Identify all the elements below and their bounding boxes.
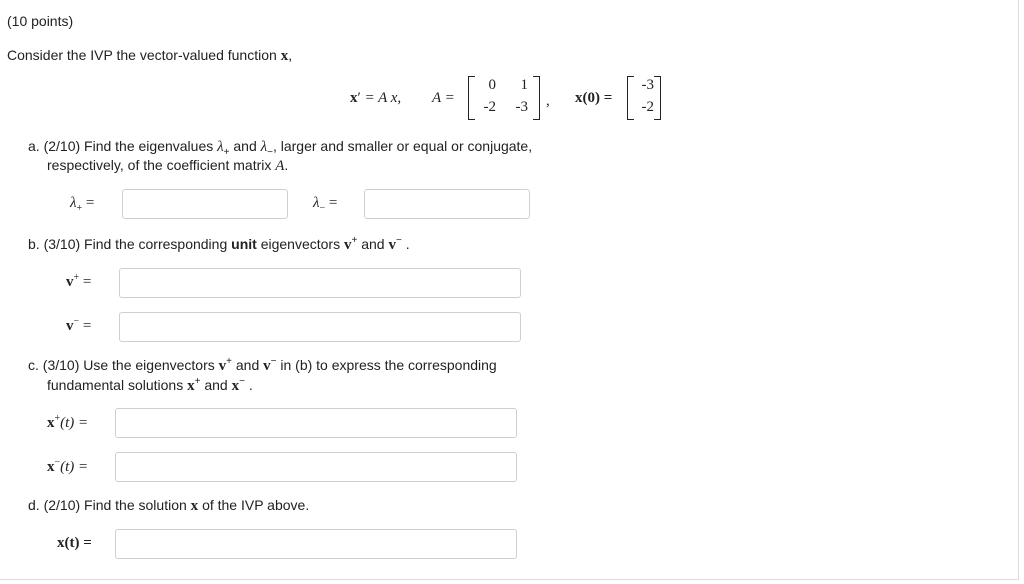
ic-right-bracket xyxy=(654,76,661,120)
v-plus-label-symbol: v xyxy=(66,274,74,290)
x-solution-input[interactable] xyxy=(115,529,517,559)
v-plus-symbol: v xyxy=(343,237,352,253)
ic-cell: -2 xyxy=(641,99,654,115)
lambda-minus-label-eq: = xyxy=(328,195,338,211)
c-x-minus-symbol: x xyxy=(231,378,240,394)
lambda-plus-label-symbol: λ xyxy=(70,195,77,211)
matrix-cell: -3 xyxy=(515,99,528,115)
lambda-minus-input[interactable] xyxy=(364,189,530,219)
v-plus-sup: + xyxy=(351,235,358,246)
v-minus-label-sup: − xyxy=(73,316,80,327)
intro-text xyxy=(7,46,292,65)
v-plus-label xyxy=(66,274,91,291)
ic-label-text: x(0) = xyxy=(575,90,613,106)
v-minus-symbol: v xyxy=(388,237,396,253)
part-d-text1: (2/10) Find the solution xyxy=(43,497,187,513)
ic-label xyxy=(575,90,612,107)
c-x-plus-symbol: x xyxy=(187,378,195,394)
v-minus-label-eq: = xyxy=(82,318,92,334)
d-x-symbol: x xyxy=(190,498,199,514)
x-plus-label-arg: (t) = xyxy=(60,415,89,431)
part-d-prefix: d. xyxy=(28,497,40,513)
part-a-text3: respectively, of the coefficient matrix xyxy=(47,157,272,173)
part-a-line1 xyxy=(28,137,532,156)
part-b-and: and xyxy=(361,236,385,252)
part-c-text3: fundamental solutions xyxy=(47,377,184,393)
part-d-line1 xyxy=(28,496,309,515)
part-a-and: and xyxy=(233,138,257,154)
x-plus-input[interactable] xyxy=(115,408,517,438)
intro-var: x xyxy=(280,48,289,64)
part-a-line2 xyxy=(47,156,288,175)
lambda-plus-symbol: λ xyxy=(217,139,224,155)
part-b-line1 xyxy=(28,235,410,254)
v-plus-label-sup: + xyxy=(73,272,80,283)
equation-separator: , xyxy=(546,93,550,109)
lambda-plus-label xyxy=(70,195,94,212)
part-c-prefix: c. xyxy=(28,357,39,373)
part-c-and2: and xyxy=(204,377,228,393)
ode-lhs-var: x xyxy=(350,90,358,106)
intro-sentence: Consider the IVP the vector-valued function xyxy=(7,47,277,63)
matrix-cell: 0 xyxy=(488,77,496,93)
lambda-plus-label-eq: = xyxy=(85,195,95,211)
lambda-plus-label-sub: + xyxy=(76,203,83,214)
part-b-period: . xyxy=(405,236,410,252)
v-minus-label-symbol: v xyxy=(66,318,74,334)
ic-cell: -3 xyxy=(641,77,654,93)
matrix-cell: 1 xyxy=(520,77,528,93)
matrix-label: A = xyxy=(432,90,455,106)
x-minus-label-symbol: x xyxy=(47,459,55,475)
v-plus-input[interactable] xyxy=(119,268,521,298)
part-b-unit: unit xyxy=(231,236,257,252)
part-a-text1: (2/10) Find the eigenvalues xyxy=(43,138,214,154)
part-c-line2 xyxy=(47,376,253,395)
lambda-plus-input[interactable] xyxy=(122,189,288,219)
c-v-plus-symbol: v xyxy=(218,358,227,374)
matrix-cell: -2 xyxy=(483,99,496,115)
ode-prime: ′ xyxy=(357,90,361,106)
lambda-minus-sub: − xyxy=(267,146,273,158)
v-minus-input[interactable] xyxy=(119,312,521,342)
x-minus-label-sup: − xyxy=(54,457,61,468)
x-plus-label-sup: + xyxy=(54,413,61,424)
lambda-minus-label-symbol: λ xyxy=(313,195,320,211)
lambda-minus-label-sub: − xyxy=(319,203,326,214)
ode-equation xyxy=(350,90,401,107)
part-c-and: and xyxy=(235,357,260,373)
ode-rhs: = A x, xyxy=(364,90,402,106)
part-c-text2: in (b) to express the corresponding xyxy=(280,357,497,373)
part-d-text2: of the IVP above. xyxy=(202,497,310,513)
x-solution-label-text: x(t) = xyxy=(57,535,92,551)
x-minus-label xyxy=(47,459,88,476)
matrix-right-bracket xyxy=(533,76,540,120)
part-b-text2: eigenvectors xyxy=(260,236,341,252)
v-minus-sup: − xyxy=(395,235,402,246)
part-c-period: . xyxy=(248,377,253,393)
c-v-minus-sup: − xyxy=(270,356,277,367)
points-label: (10 points) xyxy=(7,13,74,29)
part-b-prefix: b. xyxy=(28,236,40,252)
part-c-line1 xyxy=(28,356,497,375)
lambda-minus-symbol: λ xyxy=(260,139,268,155)
lambda-plus-sub: + xyxy=(223,146,230,158)
intro-comma: , xyxy=(288,47,293,63)
part-a-text2: , larger and smaller or equal or conjugate, xyxy=(272,138,533,154)
v-minus-label xyxy=(66,318,91,335)
part-b-text1: (3/10) Find the corresponding xyxy=(43,236,228,252)
matrix-left-bracket xyxy=(468,76,475,120)
v-plus-label-eq: = xyxy=(82,274,92,290)
part-a-prefix: a. xyxy=(28,138,40,154)
c-x-minus-sup: − xyxy=(239,376,245,387)
x-minus-input[interactable] xyxy=(115,452,517,482)
c-v-plus-sup: + xyxy=(226,356,232,367)
x-plus-label xyxy=(47,415,88,432)
lambda-minus-label xyxy=(313,195,337,212)
part-c-text1: (3/10) Use the eigenvectors xyxy=(42,357,215,373)
c-x-plus-sup: + xyxy=(194,376,201,387)
part-a-period: . xyxy=(284,157,289,173)
matrix-var: A xyxy=(275,158,285,174)
x-minus-label-arg: (t) = xyxy=(60,459,89,475)
x-solution-label xyxy=(57,535,92,552)
x-plus-label-symbol: x xyxy=(47,415,55,431)
c-v-minus-symbol: v xyxy=(263,358,271,374)
